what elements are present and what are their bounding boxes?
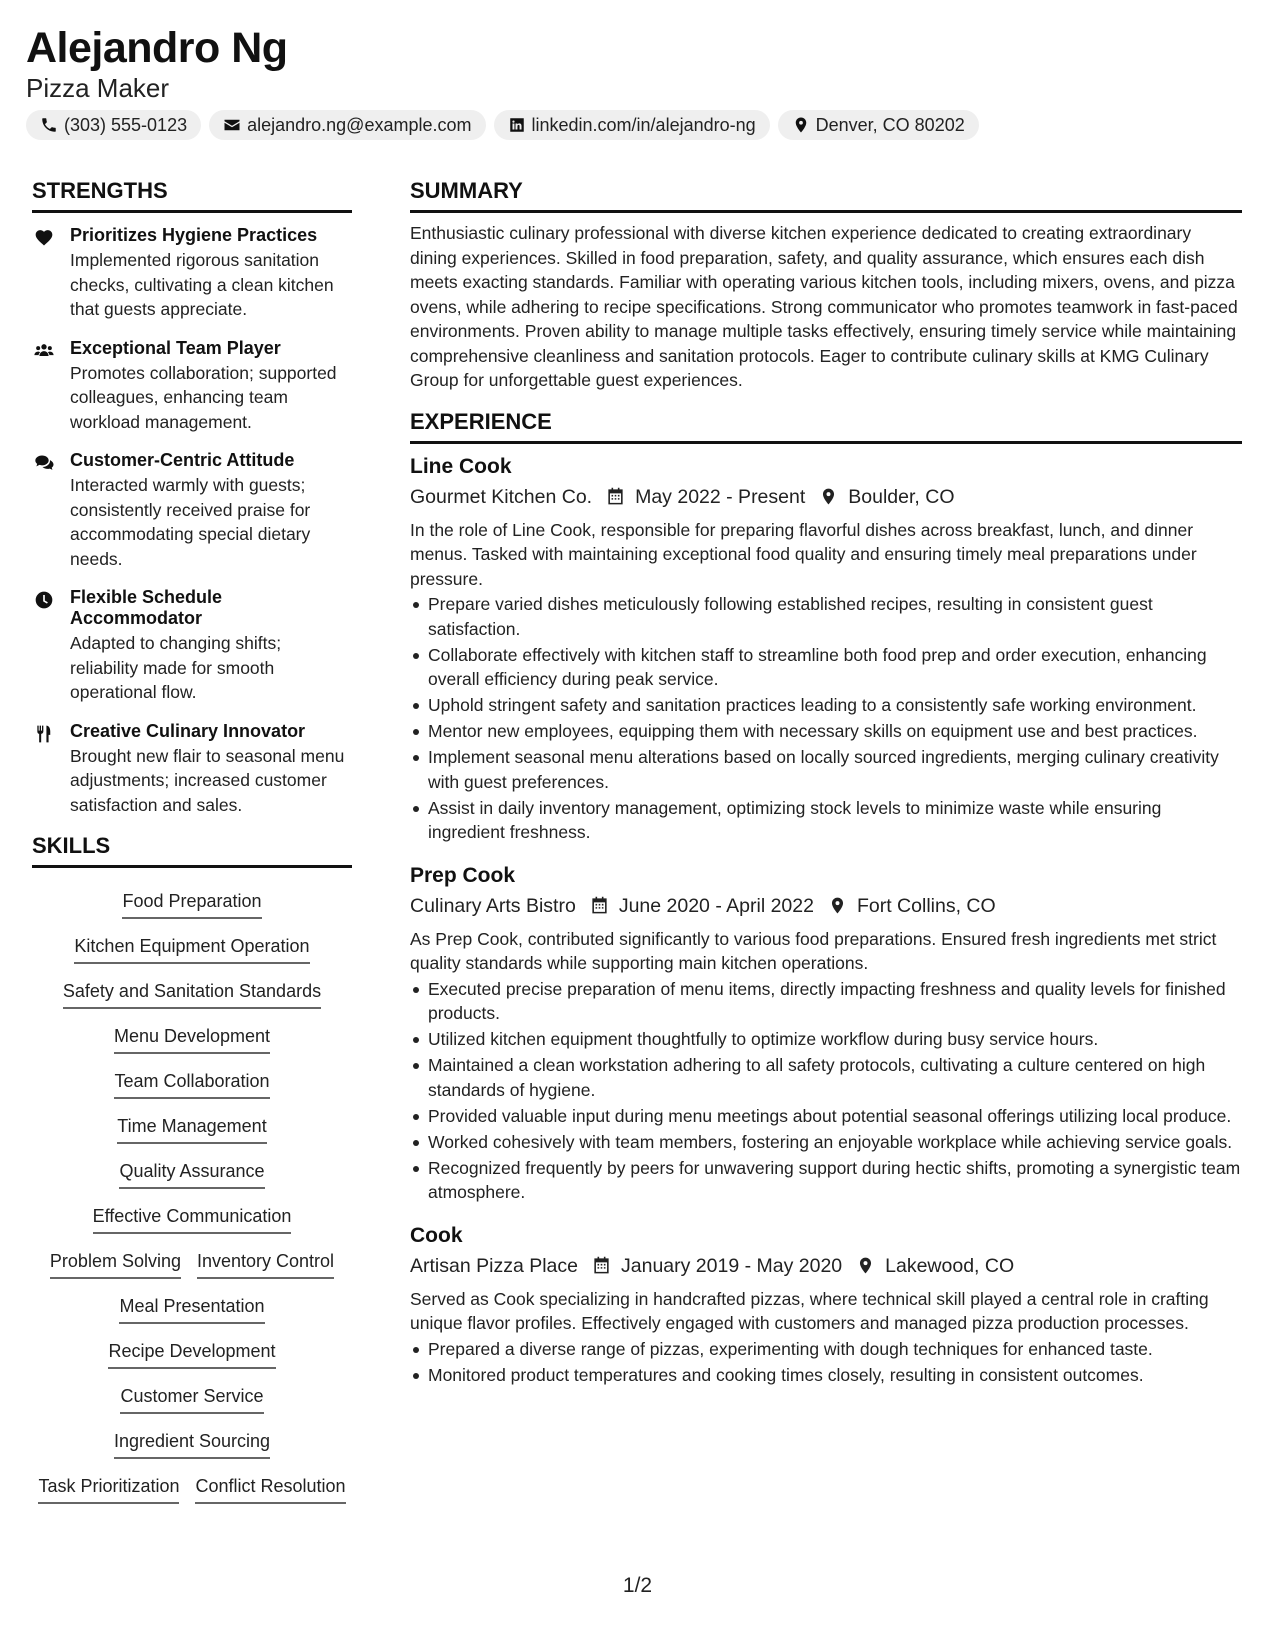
- job-bullet: Executed precise preparation of menu items, directly impacting freshness and quality levels for finished products.: [410, 977, 1242, 1026]
- skill-tag: Safety and Sanitation Standards: [63, 979, 321, 1009]
- job-description: In the role of Line Cook, responsible for preparing flavorful dishes across breakfast, lunch, and dinner menus. Tasked with maintaining exceptional food quality and ensuring timely meal preparations under pressure.: [410, 519, 1197, 589]
- right-column: [410, 178, 1242, 1389]
- job-dates: June 2020 - April 2022: [618, 894, 814, 917]
- candidate-role: Pizza Maker: [26, 73, 170, 103]
- contact-email-text: alejandro.ng@example.com: [247, 114, 472, 135]
- map-pin-icon: [792, 116, 810, 134]
- job-bullets: [410, 977, 1242, 1205]
- job-location: Boulder, CO: [848, 485, 955, 508]
- strength-desc: Brought new flair to seasonal menu adjustments; increased customer satisfaction and sales.: [70, 745, 345, 815]
- job-bullet: Prepare varied dishes meticulously following established recipes, resulting in consistent guest satisfaction.: [410, 592, 1242, 641]
- job-entry: [410, 1223, 1242, 1388]
- job-bullets: [410, 592, 1242, 845]
- job-title: Line Cook: [410, 454, 512, 478]
- map-pin-icon: [819, 487, 838, 506]
- resume-header: [26, 22, 1246, 140]
- contact-bar: [26, 110, 1246, 140]
- job-meta: [410, 893, 1242, 919]
- job-meta: [410, 1253, 1242, 1279]
- linkedin-icon: [508, 116, 526, 134]
- skill-tag: Inventory Control: [197, 1249, 334, 1279]
- candidate-name: Alejandro Ng: [26, 24, 288, 72]
- skill-tag: Quality Assurance: [119, 1159, 264, 1189]
- skill-tag: Food Preparation: [122, 889, 261, 919]
- heart-icon: [34, 228, 54, 248]
- contact-phone-text: (303) 555-0123: [64, 114, 188, 135]
- strength-title: Creative Culinary Innovator: [70, 720, 306, 741]
- job-bullet: Implement seasonal menu alterations based on locally sourced ingredients, merging culinary creativity with guest preferences.: [410, 745, 1242, 794]
- job-company: Culinary Arts Bistro: [410, 894, 576, 917]
- strength-title: Exceptional Team Player: [70, 337, 281, 358]
- experience-section: [410, 409, 1242, 1388]
- job-bullet: Utilized kitchen equipment thoughtfully to optimize workflow during busy service hours.: [410, 1027, 1242, 1052]
- job-title: Cook: [410, 1223, 463, 1247]
- phone-icon: [40, 116, 58, 134]
- job-location: Lakewood, CO: [885, 1254, 1015, 1277]
- contact-location: [778, 110, 979, 140]
- strength-item: [32, 225, 352, 322]
- summary-text: Enthusiastic culinary professional with diverse kitchen experience dedicated to creating extraordinary dining experiences. Skilled in food preparation, safety, and quality assurance, which ensures each dish meets exacting standards. Familiar with operating various kitchen tools, including mixers, ovens, and pizza ovens, while adhering to recipe specifications. Strong communicator who promotes teamwork in fast-paced environments. Proven ability to manage multiple tasks effectively, ensuring timely service while maintaining comprehensive cleanliness and sanitation protocols. Eager to contribute culinary skills at KMG Culinary Group for unforgettable guest experiences.: [410, 223, 1238, 390]
- job-description: Served as Cook specializing in handcrafted pizzas, where technical skill played a central role in crafting unique flavor profiles. Effectively engaged with customers and managed pizza production processes.: [410, 1288, 1209, 1333]
- contact-email[interactable]: [209, 110, 485, 140]
- skills-section: [32, 833, 352, 1504]
- skill-tag: Customer Service: [120, 1384, 263, 1414]
- users-icon: [32, 341, 56, 361]
- contact-phone[interactable]: [26, 110, 201, 140]
- map-pin-icon: [828, 896, 847, 915]
- strength-desc: Promotes collaboration; supported colleagues, enhancing team workload management.: [70, 362, 337, 432]
- utensils-icon: [34, 724, 54, 744]
- contact-location-text: Denver, CO 80202: [815, 114, 965, 135]
- calendar-icon: [606, 487, 625, 506]
- skills-list: [32, 874, 352, 1504]
- job-dates: May 2022 - Present: [635, 485, 806, 508]
- strength-item: [32, 338, 352, 435]
- strength-title: Prioritizes Hygiene Practices: [70, 225, 318, 245]
- calendar-icon: [592, 1256, 611, 1275]
- job-bullet: Uphold stringent safety and sanitation practices leading to a consistently safe working environment.: [410, 693, 1242, 718]
- contact-linkedin-text: linkedin.com/in/alejandro-ng: [531, 114, 756, 135]
- calendar-icon: [590, 896, 609, 915]
- job-dates: January 2019 - May 2020: [621, 1254, 843, 1277]
- contact-linkedin[interactable]: [494, 110, 770, 140]
- strength-item: [32, 450, 352, 571]
- envelope-icon: [223, 116, 241, 134]
- job-company: Artisan Pizza Place: [410, 1254, 578, 1277]
- job-bullet: Worked cohesively with team members, fostering an enjoyable workplace while achieving service goals.: [410, 1130, 1242, 1155]
- clock-icon: [34, 590, 54, 610]
- skill-tag: Recipe Development: [108, 1339, 275, 1369]
- job-meta: [410, 484, 1242, 510]
- strength-item: [32, 721, 352, 818]
- job-title: Prep Cook: [410, 863, 516, 887]
- job-entry: [410, 863, 1242, 1205]
- job-entry: [410, 454, 1242, 845]
- strength-title: Customer-Centric Attitude: [70, 450, 295, 470]
- job-bullets: [410, 1337, 1242, 1388]
- skill-tag: Meal Presentation: [119, 1294, 264, 1324]
- left-column: [32, 178, 352, 1504]
- job-bullet: Prepared a diverse range of pizzas, experimenting with dough techniques for enhanced taste.: [410, 1337, 1242, 1362]
- strengths-list: [32, 225, 352, 817]
- skills-title: SKILLS: [32, 833, 352, 868]
- job-bullet: Assist in daily inventory management, optimizing stock levels to minimize waste while ensuring ingredient freshness.: [410, 796, 1242, 845]
- skill-tag: Problem Solving: [50, 1249, 181, 1279]
- map-pin-icon: [856, 1256, 875, 1275]
- page-number: 1/2: [622, 1574, 653, 1597]
- strength-desc: Adapted to changing shifts; reliability made for smooth operational flow.: [70, 633, 282, 702]
- strengths-title: STRENGTHS: [32, 178, 352, 213]
- skill-tag: Team Collaboration: [114, 1069, 269, 1099]
- skill-tag: Conflict Resolution: [195, 1474, 345, 1504]
- skill-tag: Task Prioritization: [38, 1474, 179, 1504]
- experience-title: EXPERIENCE: [410, 409, 1242, 444]
- strength-title: Flexible Schedule Accommodator: [70, 587, 223, 628]
- job-bullet: Recognized frequently by peers for unwavering support during hectic shifts, promoting a synergistic team atmosphere.: [410, 1156, 1242, 1205]
- skill-tag: Effective Communication: [93, 1204, 292, 1234]
- strength-desc: Interacted warmly with guests; consistently received praise for accommodating special dietary needs.: [70, 475, 311, 569]
- job-bullet: Mentor new employees, equipping them with necessary skills on equipment use and best practices.: [410, 719, 1242, 744]
- comments-icon: [33, 453, 56, 473]
- job-bullet: Collaborate effectively with kitchen staff to streamline both food prep and order execution, enhancing overall efficiency during peak service.: [410, 643, 1242, 692]
- summary-title: SUMMARY: [410, 178, 1242, 213]
- skill-tag: Ingredient Sourcing: [114, 1429, 270, 1459]
- strength-item: [32, 587, 352, 705]
- skill-tag: Time Management: [117, 1114, 266, 1144]
- skill-tag: Menu Development: [114, 1024, 270, 1054]
- job-bullet: Monitored product temperatures and cooking times closely, resulting in consistent outcomes.: [410, 1363, 1242, 1388]
- job-bullet: Maintained a clean workstation adhering to all safety protocols, cultivating a culture centered on high standards of hygiene.: [410, 1053, 1242, 1102]
- skill-tag: Kitchen Equipment Operation: [74, 934, 309, 964]
- job-location: Fort Collins, CO: [856, 894, 996, 917]
- job-bullet: Provided valuable input during menu meetings about potential seasonal offerings utilizing local produce.: [410, 1104, 1242, 1129]
- job-company: Gourmet Kitchen Co.: [410, 485, 593, 508]
- strength-desc: Implemented rigorous sanitation checks, cultivating a clean kitchen that guests appreciate.: [70, 250, 334, 319]
- job-description: As Prep Cook, contributed significantly to various food preparations. Ensured fresh ingredients met strict quality standards while supporting main kitchen operations.: [410, 928, 1217, 973]
